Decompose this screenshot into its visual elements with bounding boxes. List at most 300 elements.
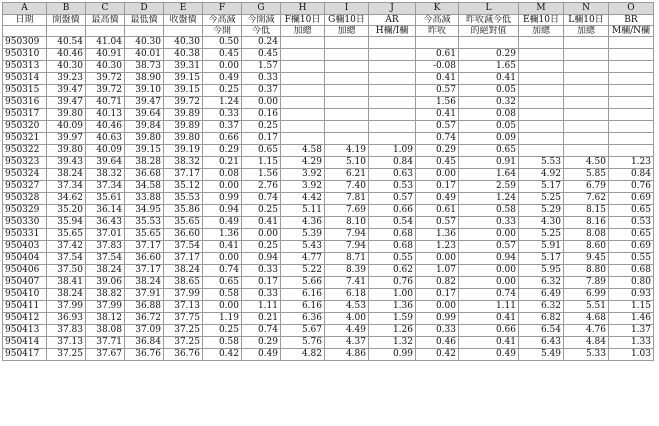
value-cell[interactable]: 39.43 [47, 157, 86, 169]
value-cell[interactable]: 1.03 [609, 349, 654, 361]
value-cell[interactable]: 5.25 [519, 229, 564, 241]
date-cell[interactable]: 950309 [3, 37, 47, 49]
value-cell[interactable]: 0.66 [203, 133, 242, 145]
date-cell[interactable]: 950413 [3, 325, 47, 337]
value-cell[interactable] [459, 37, 519, 49]
value-cell[interactable]: 1.36 [369, 301, 416, 313]
value-cell[interactable]: 5.85 [564, 169, 609, 181]
value-cell[interactable]: 0.74 [203, 265, 242, 277]
value-cell[interactable]: 0.74 [416, 133, 459, 145]
header-cell[interactable]: F欄10日 [281, 15, 325, 26]
value-cell[interactable]: 0.17 [416, 181, 459, 193]
value-cell[interactable]: 1.57 [242, 61, 281, 73]
header-cell[interactable]: AR [369, 15, 416, 26]
value-cell[interactable]: 39.15 [164, 85, 203, 97]
header-cell[interactable]: 日期 [3, 15, 47, 26]
value-cell[interactable]: 37.99 [47, 301, 86, 313]
value-cell[interactable]: 7.89 [564, 277, 609, 289]
value-cell[interactable]: 34.95 [125, 205, 164, 217]
value-cell[interactable]: 0.00 [242, 229, 281, 241]
value-cell[interactable]: 6.54 [519, 325, 564, 337]
value-cell[interactable]: 0.33 [242, 73, 281, 85]
value-cell[interactable]: 6.18 [325, 289, 369, 301]
header-cell[interactable]: C [86, 3, 125, 15]
value-cell[interactable] [564, 37, 609, 49]
value-cell[interactable]: 39.23 [47, 73, 86, 85]
value-cell[interactable]: 0.08 [203, 169, 242, 181]
header-cell[interactable]: 加總 [281, 26, 325, 37]
value-cell[interactable]: 0.76 [609, 181, 654, 193]
header-cell[interactable]: 今開減 [242, 15, 281, 26]
value-cell[interactable]: 0.29 [242, 337, 281, 349]
value-cell[interactable]: 38.32 [164, 157, 203, 169]
value-cell[interactable]: 1.19 [203, 313, 242, 325]
value-cell[interactable] [369, 121, 416, 133]
value-cell[interactable]: 4.49 [325, 325, 369, 337]
value-cell[interactable]: 0.05 [459, 121, 519, 133]
value-cell[interactable]: 5.95 [519, 265, 564, 277]
header-cell[interactable] [164, 26, 203, 37]
value-cell[interactable]: 40.91 [86, 49, 125, 61]
value-cell[interactable]: 0.17 [242, 277, 281, 289]
value-cell[interactable]: 0.25 [203, 85, 242, 97]
value-cell[interactable]: 0.76 [369, 277, 416, 289]
value-cell[interactable] [281, 61, 325, 73]
date-cell[interactable]: 950411 [3, 301, 47, 313]
value-cell[interactable]: 38.32 [86, 169, 125, 181]
value-cell[interactable] [281, 73, 325, 85]
value-cell[interactable] [564, 73, 609, 85]
value-cell[interactable]: 40.30 [125, 37, 164, 49]
value-cell[interactable]: 36.84 [125, 337, 164, 349]
value-cell[interactable]: 0.00 [459, 277, 519, 289]
value-cell[interactable] [281, 85, 325, 97]
value-cell[interactable] [609, 121, 654, 133]
value-cell[interactable]: 0.49 [203, 73, 242, 85]
value-cell[interactable]: 0.63 [369, 169, 416, 181]
value-cell[interactable]: 6.36 [281, 313, 325, 325]
value-cell[interactable]: 39.72 [86, 85, 125, 97]
header-cell[interactable]: 今開 [203, 26, 242, 37]
value-cell[interactable]: 36.72 [125, 313, 164, 325]
value-cell[interactable]: 1.32 [369, 337, 416, 349]
value-cell[interactable]: 0.94 [459, 253, 519, 265]
header-cell[interactable]: L欄10日 [564, 15, 609, 26]
value-cell[interactable]: 0.32 [459, 97, 519, 109]
value-cell[interactable]: 4.82 [281, 349, 325, 361]
value-cell[interactable] [609, 37, 654, 49]
value-cell[interactable] [281, 133, 325, 145]
value-cell[interactable]: 39.97 [47, 133, 86, 145]
value-cell[interactable]: 39.10 [125, 85, 164, 97]
value-cell[interactable] [325, 49, 369, 61]
value-cell[interactable]: 0.57 [416, 121, 459, 133]
value-cell[interactable]: 38.73 [125, 61, 164, 73]
value-cell[interactable]: 5.22 [281, 265, 325, 277]
value-cell[interactable]: 0.49 [242, 349, 281, 361]
value-cell[interactable] [564, 61, 609, 73]
value-cell[interactable]: 0.00 [459, 265, 519, 277]
value-cell[interactable]: 37.13 [47, 337, 86, 349]
value-cell[interactable]: 0.50 [203, 37, 242, 49]
value-cell[interactable]: 0.33 [459, 217, 519, 229]
value-cell[interactable]: 5.53 [519, 157, 564, 169]
value-cell[interactable]: 0.17 [416, 289, 459, 301]
date-cell[interactable]: 950322 [3, 145, 47, 157]
value-cell[interactable]: 0.41 [242, 217, 281, 229]
value-cell[interactable]: 0.41 [459, 313, 519, 325]
value-cell[interactable]: 5.17 [519, 181, 564, 193]
value-cell[interactable]: 39.89 [164, 109, 203, 121]
value-cell[interactable]: 1.59 [369, 313, 416, 325]
value-cell[interactable] [519, 61, 564, 73]
value-cell[interactable] [281, 37, 325, 49]
value-cell[interactable]: 1.23 [416, 241, 459, 253]
value-cell[interactable]: 39.15 [125, 145, 164, 157]
value-cell[interactable]: 0.21 [203, 157, 242, 169]
value-cell[interactable]: 4.76 [564, 325, 609, 337]
header-cell[interactable]: BR [609, 15, 654, 26]
value-cell[interactable]: 0.55 [369, 253, 416, 265]
value-cell[interactable] [325, 109, 369, 121]
value-cell[interactable]: 4.42 [281, 193, 325, 205]
value-cell[interactable]: 0.66 [369, 205, 416, 217]
value-cell[interactable]: 36.88 [125, 301, 164, 313]
value-cell[interactable]: 0.33 [203, 109, 242, 121]
value-cell[interactable]: 35.53 [164, 193, 203, 205]
value-cell[interactable]: 0.53 [609, 217, 654, 229]
value-cell[interactable]: -0.08 [416, 61, 459, 73]
value-cell[interactable]: 0.94 [203, 205, 242, 217]
value-cell[interactable]: 1.56 [242, 169, 281, 181]
value-cell[interactable]: 0.17 [242, 133, 281, 145]
value-cell[interactable] [325, 61, 369, 73]
value-cell[interactable]: 0.09 [459, 133, 519, 145]
value-cell[interactable]: 0.00 [203, 253, 242, 265]
value-cell[interactable] [369, 61, 416, 73]
value-cell[interactable]: 39.15 [164, 73, 203, 85]
header-cell[interactable]: 開盤價 [47, 15, 86, 26]
date-cell[interactable]: 950327 [3, 181, 47, 193]
header-cell[interactable]: N [564, 3, 609, 15]
value-cell[interactable]: 4.68 [564, 313, 609, 325]
value-cell[interactable]: 0.68 [369, 241, 416, 253]
value-cell[interactable]: 1.23 [609, 157, 654, 169]
value-cell[interactable]: 5.76 [281, 337, 325, 349]
value-cell[interactable] [369, 133, 416, 145]
value-cell[interactable]: 4.86 [325, 349, 369, 361]
value-cell[interactable] [519, 121, 564, 133]
header-cell[interactable]: 今高減 [203, 15, 242, 26]
value-cell[interactable]: 1.56 [416, 97, 459, 109]
value-cell[interactable]: 0.00 [416, 301, 459, 313]
value-cell[interactable]: 5.51 [564, 301, 609, 313]
value-cell[interactable] [281, 49, 325, 61]
value-cell[interactable]: 34.58 [125, 181, 164, 193]
value-cell[interactable]: 0.55 [609, 253, 654, 265]
value-cell[interactable]: 3.92 [281, 181, 325, 193]
value-cell[interactable]: 39.80 [164, 133, 203, 145]
value-cell[interactable]: 34.62 [47, 193, 86, 205]
value-cell[interactable]: 7.40 [325, 181, 369, 193]
value-cell[interactable]: 0.80 [609, 277, 654, 289]
value-cell[interactable]: 0.00 [416, 253, 459, 265]
value-cell[interactable]: 0.94 [242, 253, 281, 265]
header-cell[interactable]: H [281, 3, 325, 15]
value-cell[interactable]: 37.25 [164, 337, 203, 349]
header-cell[interactable]: G [242, 3, 281, 15]
value-cell[interactable] [369, 97, 416, 109]
value-cell[interactable]: 39.64 [86, 157, 125, 169]
value-cell[interactable]: 0.57 [459, 241, 519, 253]
value-cell[interactable]: 40.09 [47, 121, 86, 133]
value-cell[interactable]: 36.60 [125, 253, 164, 265]
value-cell[interactable]: 0.05 [459, 85, 519, 97]
date-cell[interactable]: 950314 [3, 73, 47, 85]
header-cell[interactable]: F [203, 3, 242, 15]
value-cell[interactable]: 39.80 [47, 109, 86, 121]
value-cell[interactable]: 35.12 [164, 181, 203, 193]
value-cell[interactable]: 38.82 [86, 289, 125, 301]
value-cell[interactable]: 8.16 [564, 217, 609, 229]
value-cell[interactable]: 37.50 [47, 265, 86, 277]
value-cell[interactable]: 0.65 [459, 145, 519, 157]
value-cell[interactable]: 7.81 [325, 193, 369, 205]
value-cell[interactable]: 0.29 [459, 49, 519, 61]
value-cell[interactable] [519, 145, 564, 157]
value-cell[interactable] [564, 133, 609, 145]
value-cell[interactable]: 0.99 [369, 349, 416, 361]
header-cell[interactable]: M [519, 3, 564, 15]
header-cell[interactable]: 昨收減今低 [459, 15, 519, 26]
header-cell[interactable] [47, 26, 86, 37]
date-cell[interactable]: 950404 [3, 253, 47, 265]
value-cell[interactable]: 0.00 [203, 181, 242, 193]
value-cell[interactable]: 0.53 [369, 181, 416, 193]
value-cell[interactable]: 0.91 [459, 157, 519, 169]
value-cell[interactable]: 0.54 [369, 217, 416, 229]
value-cell[interactable]: 35.65 [164, 217, 203, 229]
value-cell[interactable]: 0.41 [459, 337, 519, 349]
value-cell[interactable]: 7.94 [325, 241, 369, 253]
value-cell[interactable]: 5.91 [519, 241, 564, 253]
value-cell[interactable] [281, 109, 325, 121]
value-cell[interactable] [325, 133, 369, 145]
date-cell[interactable]: 950403 [3, 241, 47, 253]
value-cell[interactable]: 0.84 [369, 157, 416, 169]
date-cell[interactable]: 950321 [3, 133, 47, 145]
header-cell[interactable]: 加總 [325, 26, 369, 37]
header-cell[interactable]: 收盤價 [164, 15, 203, 26]
value-cell[interactable]: 0.99 [203, 193, 242, 205]
value-cell[interactable] [609, 145, 654, 157]
value-cell[interactable]: 37.83 [47, 325, 86, 337]
value-cell[interactable]: 0.49 [459, 349, 519, 361]
value-cell[interactable]: 6.82 [519, 313, 564, 325]
value-cell[interactable]: 3.92 [281, 169, 325, 181]
value-cell[interactable]: 37.34 [86, 181, 125, 193]
header-cell[interactable]: 最低價 [125, 15, 164, 26]
value-cell[interactable]: 39.06 [86, 277, 125, 289]
value-cell[interactable]: 35.61 [86, 193, 125, 205]
value-cell[interactable]: 1.11 [242, 301, 281, 313]
value-cell[interactable]: 39.84 [125, 121, 164, 133]
value-cell[interactable] [519, 97, 564, 109]
value-cell[interactable]: 1.24 [203, 97, 242, 109]
value-cell[interactable]: 40.46 [86, 121, 125, 133]
value-cell[interactable]: 5.29 [519, 205, 564, 217]
value-cell[interactable]: 38.12 [86, 313, 125, 325]
value-cell[interactable]: 0.45 [416, 157, 459, 169]
value-cell[interactable]: 6.79 [564, 181, 609, 193]
value-cell[interactable] [609, 133, 654, 145]
value-cell[interactable]: 35.53 [125, 217, 164, 229]
value-cell[interactable] [369, 85, 416, 97]
value-cell[interactable]: 37.13 [164, 301, 203, 313]
value-cell[interactable]: 0.99 [416, 313, 459, 325]
value-cell[interactable]: 1.26 [369, 325, 416, 337]
value-cell[interactable]: 0.49 [203, 217, 242, 229]
value-cell[interactable]: 0.68 [609, 265, 654, 277]
value-cell[interactable]: 39.19 [164, 145, 203, 157]
value-cell[interactable] [325, 97, 369, 109]
value-cell[interactable] [609, 61, 654, 73]
value-cell[interactable]: 4.37 [325, 337, 369, 349]
value-cell[interactable]: 4.29 [281, 157, 325, 169]
value-cell[interactable]: 40.13 [86, 109, 125, 121]
value-cell[interactable]: 37.99 [86, 301, 125, 313]
value-cell[interactable]: 0.65 [609, 205, 654, 217]
value-cell[interactable]: 35.94 [47, 217, 86, 229]
date-cell[interactable]: 950328 [3, 193, 47, 205]
value-cell[interactable] [519, 49, 564, 61]
value-cell[interactable]: 5.17 [519, 253, 564, 265]
header-cell[interactable] [86, 26, 125, 37]
value-cell[interactable]: 8.60 [564, 241, 609, 253]
value-cell[interactable]: 5.33 [564, 349, 609, 361]
value-cell[interactable]: 37.42 [47, 241, 86, 253]
date-cell[interactable]: 950317 [3, 109, 47, 121]
value-cell[interactable]: 6.99 [564, 289, 609, 301]
value-cell[interactable]: 4.58 [281, 145, 325, 157]
value-cell[interactable]: 8.71 [325, 253, 369, 265]
value-cell[interactable]: 0.61 [416, 49, 459, 61]
value-cell[interactable]: 1.24 [459, 193, 519, 205]
value-cell[interactable]: 0.65 [242, 145, 281, 157]
value-cell[interactable]: 0.33 [242, 265, 281, 277]
value-cell[interactable]: 0.41 [416, 73, 459, 85]
value-cell[interactable]: 0.74 [459, 289, 519, 301]
value-cell[interactable]: 36.76 [164, 349, 203, 361]
value-cell[interactable]: 37.17 [125, 241, 164, 253]
value-cell[interactable]: 40.30 [47, 61, 86, 73]
date-cell[interactable]: 950410 [3, 289, 47, 301]
value-cell[interactable]: 37.17 [125, 265, 164, 277]
header-cell[interactable]: L [459, 3, 519, 15]
value-cell[interactable]: 8.15 [564, 205, 609, 217]
date-cell[interactable]: 950412 [3, 313, 47, 325]
value-cell[interactable] [519, 73, 564, 85]
value-cell[interactable]: 0.93 [609, 289, 654, 301]
header-cell[interactable]: O [609, 3, 654, 15]
value-cell[interactable]: 4.53 [325, 301, 369, 313]
value-cell[interactable]: 38.65 [164, 277, 203, 289]
date-cell[interactable]: 950407 [3, 277, 47, 289]
value-cell[interactable]: 37.83 [86, 241, 125, 253]
value-cell[interactable]: 0.37 [203, 121, 242, 133]
date-cell[interactable]: 950315 [3, 85, 47, 97]
header-cell[interactable]: H欄/I欄 [369, 26, 416, 37]
value-cell[interactable]: 39.31 [164, 61, 203, 73]
value-cell[interactable]: 0.65 [203, 277, 242, 289]
value-cell[interactable]: 0.46 [416, 337, 459, 349]
value-cell[interactable]: 6.32 [519, 277, 564, 289]
value-cell[interactable]: 5.10 [325, 157, 369, 169]
value-cell[interactable]: 4.84 [564, 337, 609, 349]
value-cell[interactable]: 0.25 [242, 241, 281, 253]
value-cell[interactable]: 40.30 [86, 61, 125, 73]
value-cell[interactable]: 4.77 [281, 253, 325, 265]
value-cell[interactable]: 0.57 [369, 193, 416, 205]
value-cell[interactable]: 5.11 [281, 205, 325, 217]
value-cell[interactable]: 40.71 [86, 97, 125, 109]
value-cell[interactable]: 7.41 [325, 277, 369, 289]
value-cell[interactable]: 0.45 [203, 49, 242, 61]
value-cell[interactable]: 6.49 [519, 289, 564, 301]
value-cell[interactable] [609, 73, 654, 85]
value-cell[interactable]: 40.01 [125, 49, 164, 61]
value-cell[interactable]: 39.47 [125, 97, 164, 109]
value-cell[interactable]: 40.30 [164, 37, 203, 49]
header-cell[interactable]: 最高價 [86, 15, 125, 26]
value-cell[interactable]: 5.49 [519, 349, 564, 361]
value-cell[interactable] [609, 109, 654, 121]
value-cell[interactable]: 35.65 [125, 229, 164, 241]
header-cell[interactable]: 今高減 [416, 15, 459, 26]
value-cell[interactable]: 40.46 [47, 49, 86, 61]
value-cell[interactable]: 38.90 [125, 73, 164, 85]
value-cell[interactable]: 6.21 [325, 169, 369, 181]
value-cell[interactable]: 0.74 [242, 193, 281, 205]
value-cell[interactable]: 0.29 [203, 145, 242, 157]
date-cell[interactable]: 950320 [3, 121, 47, 133]
value-cell[interactable]: 1.37 [609, 325, 654, 337]
header-cell[interactable]: 昨收 [416, 26, 459, 37]
value-cell[interactable]: 39.89 [164, 121, 203, 133]
value-cell[interactable]: 0.29 [416, 145, 459, 157]
value-cell[interactable]: 2.76 [242, 181, 281, 193]
date-cell[interactable]: 950331 [3, 229, 47, 241]
value-cell[interactable]: 4.36 [281, 217, 325, 229]
value-cell[interactable]: 36.68 [125, 169, 164, 181]
value-cell[interactable]: 37.54 [164, 241, 203, 253]
value-cell[interactable]: 38.24 [47, 169, 86, 181]
value-cell[interactable]: 0.68 [369, 229, 416, 241]
value-cell[interactable]: 1.33 [609, 337, 654, 349]
date-cell[interactable]: 950324 [3, 169, 47, 181]
value-cell[interactable]: 0.33 [242, 289, 281, 301]
value-cell[interactable]: 7.62 [564, 193, 609, 205]
value-cell[interactable]: 38.24 [86, 265, 125, 277]
value-cell[interactable]: 5.43 [281, 241, 325, 253]
value-cell[interactable]: 39.80 [47, 145, 86, 157]
value-cell[interactable]: 37.99 [164, 289, 203, 301]
value-cell[interactable]: 8.10 [325, 217, 369, 229]
value-cell[interactable]: 0.69 [609, 193, 654, 205]
value-cell[interactable]: 1.36 [203, 229, 242, 241]
value-cell[interactable] [369, 37, 416, 49]
value-cell[interactable]: 38.41 [47, 277, 86, 289]
